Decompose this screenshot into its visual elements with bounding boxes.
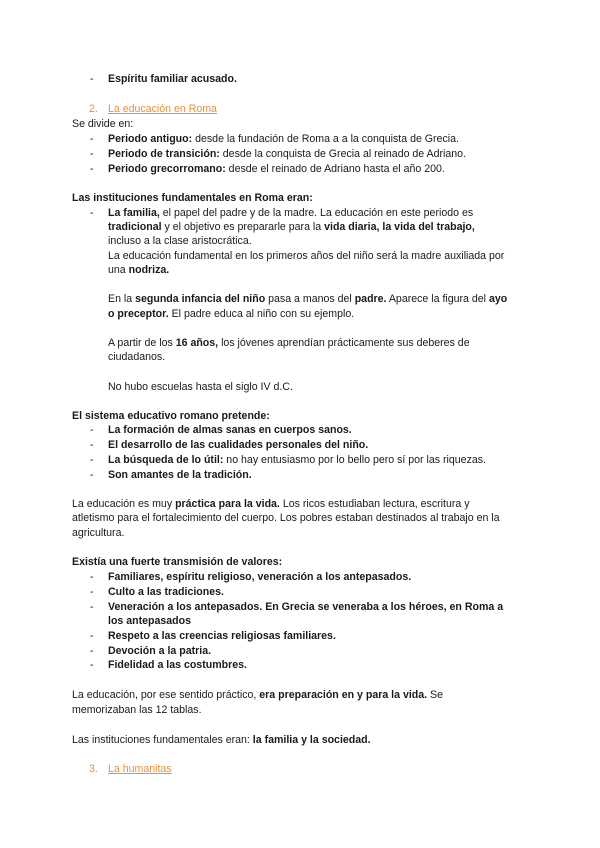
section-number: 2.: [89, 103, 98, 115]
paragraph: agricultura.: [72, 527, 125, 539]
list-item: Periodo de transición: desde la conquista de Grecia al reinado de Adriano.: [108, 148, 467, 160]
list-item-text: No hubo escuelas hasta el siglo IV d.C.: [108, 381, 293, 393]
list-item-text: una nodriza.: [108, 264, 170, 276]
list-item: El desarrollo de las cualidades personales del niño.: [108, 439, 369, 451]
section-heading-link[interactable]: La educación en Roma: [108, 103, 217, 115]
paragraph: Las instituciones fundamentales eran: la familia y la sociedad.: [72, 734, 371, 746]
bullet-dash: -: [90, 645, 94, 657]
bullet-dash: -: [90, 454, 94, 466]
section-heading-link[interactable]: La humanitas: [108, 763, 172, 775]
list-item-text: los antepasados: [108, 615, 192, 627]
list-item-text: En la segunda infancia del niño pasa a manos del padre. Aparece la figura del ayo: [108, 293, 508, 305]
list-item: Son amantes de la tradición.: [108, 469, 252, 481]
list-item: Culto a las tradiciones.: [108, 586, 224, 598]
section-subheading: Existía una fuerte transmisión de valores:: [72, 556, 283, 568]
section-number: 3.: [89, 763, 98, 775]
bullet-dash: -: [90, 207, 94, 219]
list-item: Fidelidad a las costumbres.: [108, 659, 247, 671]
list-item: Periodo antiguo: desde la fundación de Roma a a la conquista de Grecia.: [108, 133, 459, 145]
section-subheading: Las instituciones fundamentales en Roma eran:: [72, 192, 313, 204]
bullet-dash: -: [90, 630, 94, 642]
list-item: Espíritu familiar acusado.: [108, 73, 237, 85]
bullet-dash: -: [90, 659, 94, 671]
list-item: Respeto a las creencias religiosas familiares.: [108, 630, 336, 642]
bullet-dash: -: [90, 469, 94, 481]
list-item-text: incluso a la clase aristocrática.: [108, 235, 252, 247]
bullet-dash: -: [90, 601, 94, 613]
paragraph: memorizaban las 12 tablas.: [72, 704, 202, 716]
bullet-dash: -: [90, 73, 94, 85]
list-item-text: ciudadanos.: [108, 351, 166, 363]
list-item: Devoción a la patria.: [108, 645, 212, 657]
list-item-text: La educación fundamental en los primeros años del niño será la madre auxiliada por: [108, 250, 505, 262]
list-item: Periodo grecorromano: desde el reinado de Adriano hasta el año 200.: [108, 163, 445, 175]
section-subheading: El sistema educativo romano pretende:: [72, 410, 270, 422]
bullet-dash: -: [90, 439, 94, 451]
list-item: La formación de almas sanas en cuerpos sanos.: [108, 424, 352, 436]
paragraph: La educación es muy práctica para la vida. Los ricos estudiaban lectura, escritura y: [72, 498, 470, 510]
list-item: La familia, el papel del padre y de la madre. La educación en este periodo es: [108, 207, 474, 219]
list-item: La búsqueda de lo útil: no hay entusiasmo por lo bello pero sí por las riquezas.: [108, 454, 486, 466]
list-item: Familiares, espíritu religioso, veneración a los antepasados.: [108, 571, 412, 583]
bullet-dash: -: [90, 571, 94, 583]
list-item-text: A partir de los 16 años, los jóvenes aprendían prácticamente sus deberes de: [108, 337, 470, 349]
list-item: Veneración a los antepasados. En Grecia se veneraba a los héroes, en Roma a: [108, 601, 504, 613]
paragraph: La educación, por ese sentido práctico, era preparación en y para la vida. Se: [72, 689, 444, 701]
list-item-text: o preceptor. El padre educa al niño con su ejemplo.: [108, 308, 355, 320]
bullet-dash: -: [90, 586, 94, 598]
list-item-text: tradicional y el objetivo es prepararle para la vida diaria, la vida del trabajo,: [108, 221, 475, 233]
paragraph: atletismo para el fortalecimiento del cuerpo. Los pobres estaban destinados al trabajo en la: [72, 512, 500, 524]
bullet-dash: -: [90, 424, 94, 436]
paragraph: Se divide en:: [72, 118, 134, 130]
bullet-dash: -: [90, 133, 94, 145]
bullet-dash: -: [90, 163, 94, 175]
bullet-dash: -: [90, 148, 94, 160]
